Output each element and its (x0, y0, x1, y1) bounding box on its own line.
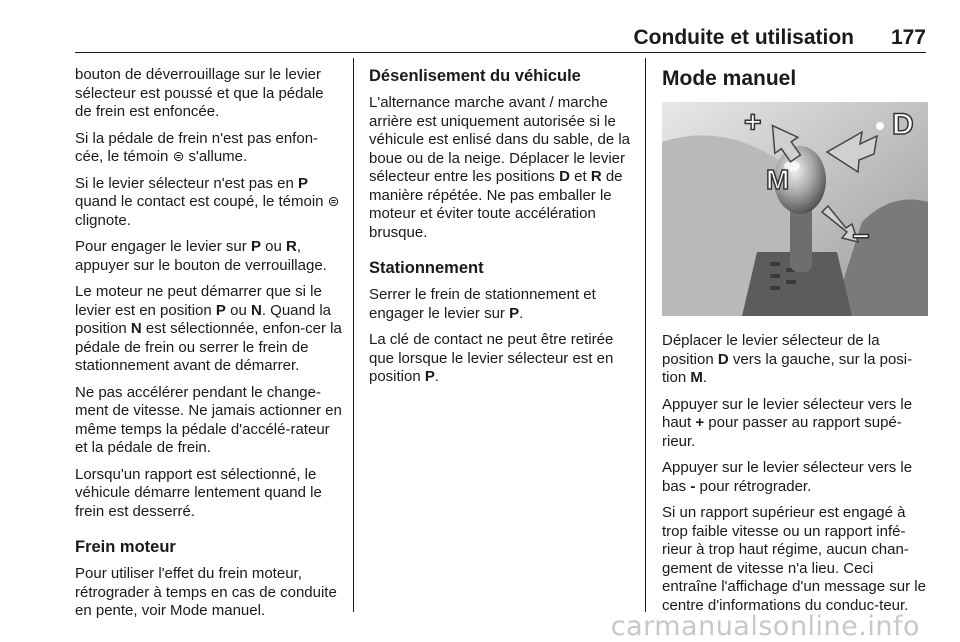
minus-symbol-label: − (852, 220, 870, 253)
page-header (75, 26, 926, 56)
column-divider-2 (645, 58, 646, 612)
paragraph: La clé de contact ne peut être retirée que lorsque le levier sélecteur est en position P. (369, 331, 614, 385)
paragraph: Ne pas accélérer pendant le change‐ment de vitesse. Ne jamais actionner en même temps la pédale d'accélé‐rateur et la pédale de frein. (75, 383, 342, 456)
paragraph: Le moteur ne peut démarrer que si le levier est en position P ou N. Quand la position N est sélectionnée, enfon‐cer la pédale de frein ou serrer le frein de stationnement avant de démarrer. (75, 283, 342, 374)
paragraph: Si la pédale de frein n'est pas enfon‐cée, le témoin ⊜ s'allume. (75, 129, 319, 165)
header-title: Conduite et utilisation (633, 26, 854, 49)
section-heading-frein-moteur: Frein moteur (75, 538, 176, 556)
column-1 (75, 66, 343, 629)
page-number: 177 (890, 26, 926, 49)
gear-selector-illustration (662, 102, 928, 316)
paragraph: bouton de déverrouillage sur le levier sélecteur est poussé et que la pédale de frein est enfoncée. (75, 66, 324, 120)
warning-lamp-icon: ⊜ (172, 149, 185, 165)
paragraph: Lorsqu'un rapport est sélectionné, le véhicule démarre lentement quand le frein est desserré. (75, 465, 322, 520)
section-heading-mode-manuel: Mode manuel (662, 67, 797, 90)
paragraph: L'alternance marche avant / marche arrière est uniquement autorisée si le véhicule est enlisé dans du sable, de la boue ou de la neige. Déplacer le levier sélecteur entre les positions D et R de manière répétée. Ne pas emballer le moteur et éviter toute accélération brusque. (369, 94, 631, 241)
watermark: carmanualsonline.info (610, 611, 920, 642)
paragraph: Appuyer sur le levier sélecteur vers le bas - pour rétrograder. (662, 459, 913, 495)
section-heading-desenlisement: Désenlisement du véhicule (369, 67, 581, 85)
column-3 (662, 66, 928, 623)
column-2 (369, 66, 635, 395)
column-divider-1 (353, 58, 354, 612)
paragraph: Pour engager le levier sur P ou R, appuyer sur le bouton de verrouillage. (75, 238, 327, 274)
position-label-d: D (892, 108, 914, 141)
section-heading-stationnement: Stationnement (369, 259, 484, 277)
warning-lamp-icon: ⊜ (327, 194, 340, 210)
paragraph: Serrer le frein de stationnement et engager le levier sur P. (369, 286, 596, 322)
paragraph: Déplacer le levier sélecteur de la position D vers la gauche, sur la posi‐tion M. (662, 332, 913, 386)
plus-symbol-label: + (744, 106, 762, 139)
paragraph: Appuyer sur le levier sélecteur vers le haut + pour passer au rapport supé‐rieur. (662, 395, 913, 450)
paragraph: Pour utiliser l'effet du frein moteur, rétrograder à temps en cas de conduite en pente, voir Mode manuel. (75, 565, 337, 619)
header-rule (75, 52, 926, 53)
gear-lever-image (662, 102, 928, 316)
paragraph: Si le levier sélecteur n'est pas en P quand le contact est coupé, le témoin ⊜ clignote. (75, 174, 340, 229)
position-label-m: M (766, 164, 790, 195)
paragraph: Si un rapport supérieur est engagé à trop faible vitesse ou un rapport infé‐rieur à trop haut régime, aucun chan‐gement de vitesse n'a lieu. Ceci entraîne l'affichage d'un message sur le centre d'informations du conduc‐teur. (662, 504, 926, 614)
